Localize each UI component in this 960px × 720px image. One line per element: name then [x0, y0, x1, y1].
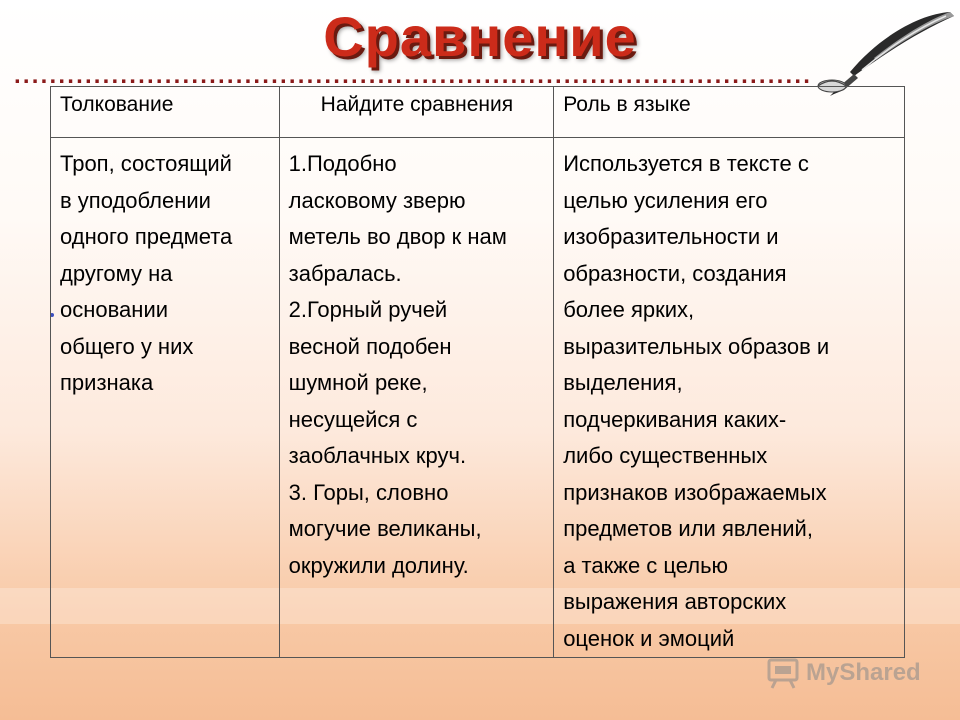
role-line: целью усиления его [563, 187, 768, 213]
example-line: шумной реке, [288, 370, 428, 395]
definition-line: одного предмета [60, 224, 233, 249]
role-line: образности, создания [563, 260, 787, 286]
role-line: Используется в тексте с [563, 151, 809, 176]
role-line: изобразительности и [563, 224, 779, 249]
example-line: окружили долину. [288, 552, 469, 578]
example-line: могучие великаны, [288, 516, 482, 541]
header-definition: Толкование [51, 87, 280, 138]
role-line: а также с целью [563, 552, 729, 578]
example-line: несущейся с [288, 406, 418, 432]
example-line: ласковому зверю [288, 187, 466, 213]
role-line: либо существенных [563, 443, 768, 468]
table-header-row [51, 87, 905, 138]
definition-line: признака [60, 370, 154, 395]
role-line: признаков изображаемых [563, 479, 827, 505]
slide-title: Сравнение [323, 5, 637, 68]
role-line: выделения, [563, 370, 683, 395]
example-line: 1.Подобно [288, 151, 397, 176]
examples-cell [279, 138, 554, 658]
table-row [51, 138, 905, 658]
header-examples: Найдите сравнения [279, 87, 554, 138]
watermark-text: MyShared [806, 659, 921, 686]
example-line: 2.Горный ручей [288, 297, 448, 322]
definition-line: в уподоблении [60, 187, 211, 213]
quill-pen-icon [810, 6, 956, 98]
definition-line: Троп, состоящий [60, 151, 232, 176]
role-line: выразительных образов и [563, 333, 830, 359]
role-line: подчеркивания каких- [563, 406, 787, 432]
role-line: предметов или явлений, [563, 516, 813, 541]
watermark [766, 656, 921, 690]
example-line: весной подобен [288, 333, 452, 359]
presentation-board-icon [766, 657, 800, 689]
comparison-table [50, 86, 905, 658]
example-line: забралась. [288, 260, 402, 286]
example-line: метель во двор к нам [288, 224, 507, 249]
role-line: оценок и эмоций [563, 625, 735, 651]
definition-line: основании [60, 297, 169, 322]
definition-line: другому на [60, 260, 173, 286]
example-line: заоблачных круч. [288, 443, 467, 468]
role-cell [554, 138, 905, 658]
role-line: более ярких, [563, 297, 695, 322]
header-role: Роль в языке [554, 87, 905, 138]
example-line: 3. Горы, словно [288, 479, 449, 505]
definition-line: общего у них [60, 333, 194, 359]
definition-cell [51, 138, 280, 658]
role-line: выражения авторских [563, 589, 787, 614]
dotted-divider: .......................................................................................... [14, 62, 813, 88]
